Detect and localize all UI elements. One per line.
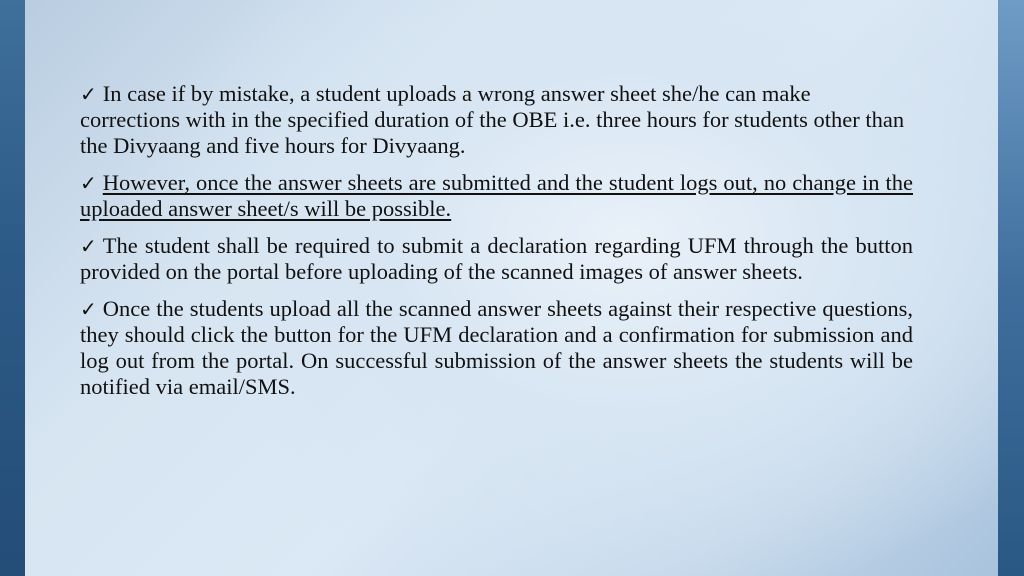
bullet-item bbox=[80, 296, 913, 400]
check-mark-icon: ✓ bbox=[80, 297, 97, 321]
right-accent-bar bbox=[998, 0, 1024, 576]
bullet-text: In case if by mistake, a student uploads a wrong answer sheet she/he can make corrections with in the specified duration of the OBE i.e. three hours for students other than the Divyaang and five hours for Divyaang. bbox=[80, 81, 905, 158]
slide-background bbox=[25, 0, 998, 576]
check-mark-icon: ✓ bbox=[80, 171, 97, 195]
check-mark-icon: ✓ bbox=[80, 82, 97, 106]
left-accent-bar bbox=[0, 0, 25, 576]
bullet-item bbox=[80, 170, 913, 222]
bullet-text: However, once the answer sheets are submitted and the student logs out, no change in the uploaded answer sheet/s will be possible. bbox=[80, 170, 913, 221]
bullet-list bbox=[80, 81, 913, 411]
check-mark-icon: ✓ bbox=[80, 234, 97, 258]
bullet-text: The student shall be required to submit a declaration regarding UFM through the button provided on the portal before uploading of the scanned images of answer sheets. bbox=[80, 233, 913, 284]
bullet-item bbox=[80, 233, 913, 285]
bullet-text: Once the students upload all the scanned answer sheets against their respective questions, they should click the button for the UFM declaration and a confirmation for submission and log out from the portal. On successful submission of the answer sheets the students will be notified via email/SMS. bbox=[80, 296, 913, 399]
bullet-item bbox=[80, 81, 913, 159]
